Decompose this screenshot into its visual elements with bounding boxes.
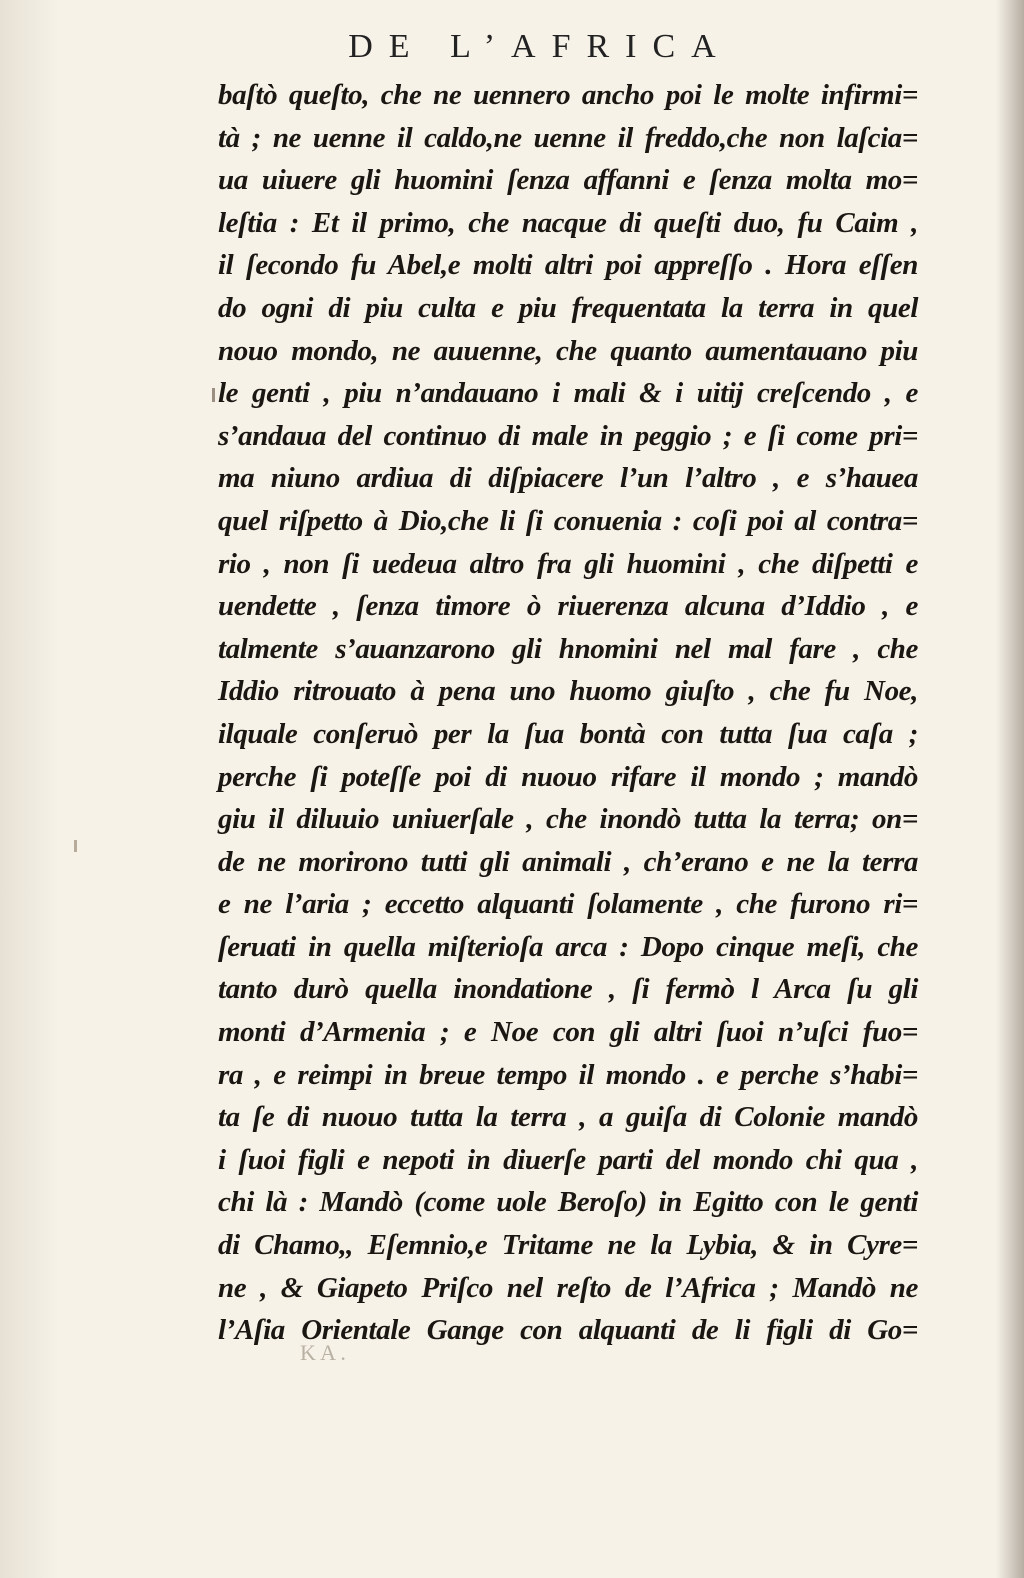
text-line: tà ; ne uenne il caldo,ne uenne il freddo,che non laſcia=	[218, 121, 918, 154]
text-line: l’Aſia Orientale Gange con alquanti de li figli di Go=	[218, 1314, 918, 1347]
text-line: rio , non ſi uedeua altro fra gli huomini , che diſpetti e	[218, 547, 918, 580]
page-gutter-shade	[0, 0, 60, 1578]
text-line: ta ſe di nuouo tutta la terra , a guiſa di Colonie mandò	[218, 1101, 918, 1134]
catchword: K A .	[300, 1340, 346, 1365]
text-line: i ſuoi figli e nepoti in diuerſe parti del mondo chi qua ,	[218, 1143, 918, 1176]
text-line: e ne l’aria ; eccetto alquanti ſolamente , che furono ri=	[218, 888, 918, 921]
text-line: chi là : Mandò (come uole Beroſo) in Egitto con le genti	[218, 1186, 918, 1219]
text-line: talmente s’auanzarono gli hnomini nel mal fare , che	[218, 632, 918, 665]
ink-mark	[212, 388, 215, 402]
text-line: ra , e reimpi in breue tempo il mondo . e perche s’habi=	[218, 1058, 918, 1091]
running-head: DE L’AFRICA	[348, 28, 732, 65]
text-line: baſtò queſto, che ne uennero ancho poi le molte infirmi=	[218, 79, 918, 111]
page-edge-shade	[996, 0, 1024, 1578]
margin-mark	[74, 840, 77, 852]
body-text	[218, 74, 918, 1352]
text-line: ma niuno ardiua di diſpiacere l’un l’altro , e s’hauea	[218, 462, 918, 495]
text-line: il ſecondo fu Abel,e molti altri poi appreſſo . Hora eſſen	[218, 249, 918, 282]
text-line: ilquale conſeruò per la ſua bontà con tutta ſua caſa ;	[218, 717, 918, 750]
text-line: perche ſi poteſſe poi di nuouo rifare il mondo ; mandò	[218, 760, 918, 793]
text-line: le genti , piu n’andauano i mali & i uitij creſcendo , e	[218, 377, 918, 410]
text-line: tanto durò quella inondatione , ſi fermò l Arca ſu gli	[218, 973, 918, 1006]
text-line: ne , & Giapeto Priſco nel reſto de l’Africa ; Mandò ne	[218, 1271, 918, 1304]
text-line: monti d’Armenia ; e Noe con gli altri ſuoi n’uſci fuo=	[218, 1016, 918, 1049]
text-line: de ne morirono tutti gli animali , ch’erano e ne la terra	[218, 845, 918, 878]
text-line: uendette , ſenza timore ò riuerenza alcuna d’Iddio , e	[218, 590, 918, 623]
text-line: nouo mondo, ne auuenne, che quanto aumentauano piu	[218, 334, 918, 367]
text-line: leſtia : Et il primo, che nacque di queſti duo, fu Caim ,	[218, 206, 918, 239]
text-line: ua uiuere gli huomini ſenza affanni e ſenza molta mo=	[218, 164, 918, 197]
text-line: ſeruati in quella miſterioſa arca : Dopo cinque meſi, che	[218, 930, 918, 963]
text-line: do ogni di piu culta e piu frequentata la terra in quel	[218, 291, 918, 324]
text-line: Iddio ritrouato à pena uno huomo giuſto , che fu Noe,	[218, 675, 918, 708]
text-line: giu il diluuio uniuerſale , che inondò tutta la terra; on=	[218, 803, 918, 836]
text-line: quel riſpetto à Dio,che li ſi conuenia : coſi poi al contra=	[218, 504, 918, 537]
text-line: s’andaua del continuo di male in peggio ; e ſi come pri=	[218, 419, 918, 452]
text-line: di Chamo,, Eſemnio,e Tritame ne la Lybia, & in Cyre=	[218, 1229, 918, 1262]
